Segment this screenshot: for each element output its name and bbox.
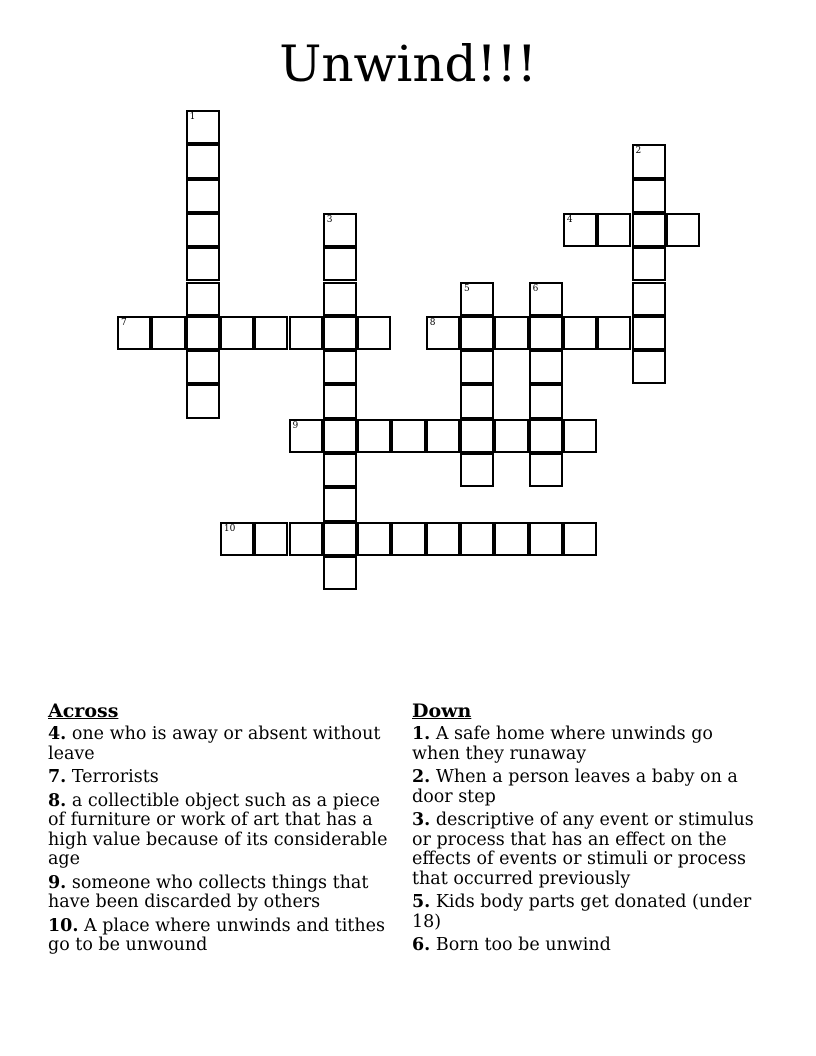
grid-cell[interactable] — [529, 522, 563, 556]
clue-down-5 — [412, 893, 754, 932]
clue-down-3 — [412, 811, 754, 889]
grid-cell[interactable] — [391, 522, 425, 556]
clue-number: 3. — [412, 810, 431, 830]
clue-text: Kids body parts get donated (under 18) — [412, 892, 752, 932]
grid-cell[interactable] — [632, 213, 666, 247]
cell-number: 8 — [429, 317, 436, 328]
clue-text: a collectible object such as a piece of furniture or work of art that has a high value because of its considerable age — [48, 790, 388, 869]
clue-text: Born too be unwind — [435, 935, 611, 955]
across-heading: Across — [48, 700, 119, 722]
grid-cell[interactable] — [323, 487, 357, 521]
clue-down-1 — [412, 725, 754, 764]
clue-text: Terrorists — [71, 767, 159, 787]
cell-number: 6 — [532, 283, 539, 294]
grid-cell[interactable] — [563, 419, 597, 453]
clue-text: one who is away or absent without leave — [48, 724, 381, 764]
grid-cell[interactable] — [186, 384, 220, 418]
clue-number: 1. — [412, 724, 431, 744]
grid-cell[interactable] — [323, 556, 357, 590]
grid-cell[interactable] — [391, 419, 425, 453]
grid-cell[interactable] — [186, 179, 220, 213]
grid-cell[interactable] — [186, 110, 220, 144]
grid-cell[interactable] — [460, 419, 494, 453]
grid-cell[interactable] — [426, 419, 460, 453]
clue-across-10 — [48, 917, 390, 956]
grid-cell[interactable] — [494, 522, 528, 556]
grid-cell[interactable] — [529, 316, 563, 350]
grid-cell[interactable] — [632, 247, 666, 281]
grid-cell[interactable] — [186, 316, 220, 350]
puzzle-title: Unwind!!! — [279, 35, 537, 93]
grid-cell[interactable] — [529, 384, 563, 418]
cell-number: 7 — [121, 317, 127, 328]
grid-cell[interactable] — [186, 350, 220, 384]
cell-number: 10 — [223, 523, 236, 534]
grid-cell[interactable] — [323, 282, 357, 316]
clue-down-6 — [412, 936, 754, 956]
grid-cell[interactable] — [323, 213, 357, 247]
grid-cell[interactable] — [426, 316, 460, 350]
clue-number: 6. — [412, 935, 431, 955]
grid-cell[interactable] — [289, 419, 323, 453]
clue-text: When a person leaves a baby on a door step — [412, 767, 738, 807]
grid-cell[interactable] — [666, 213, 700, 247]
cell-number: 9 — [292, 420, 299, 431]
grid-cell[interactable] — [563, 522, 597, 556]
clue-number: 9. — [48, 872, 67, 893]
clue-across-9 — [48, 874, 390, 913]
grid-cell[interactable] — [220, 316, 254, 350]
clue-across-8 — [48, 792, 390, 870]
clue-across-7 — [48, 768, 390, 788]
grid-cell[interactable] — [186, 282, 220, 316]
grid-cell[interactable] — [597, 316, 631, 350]
grid-cell[interactable] — [254, 316, 288, 350]
grid-cell[interactable] — [289, 316, 323, 350]
grid-cell[interactable] — [529, 282, 563, 316]
clue-number: 2. — [412, 767, 431, 787]
grid-cell[interactable] — [323, 419, 357, 453]
grid-cell[interactable] — [323, 247, 357, 281]
grid-cell[interactable] — [220, 522, 254, 556]
clue-text: A place where unwinds and tithes go to be unwound — [48, 915, 385, 955]
grid-cell[interactable] — [529, 453, 563, 487]
grid-cell[interactable] — [460, 282, 494, 316]
grid-cell[interactable] — [460, 316, 494, 350]
grid-cell[interactable] — [529, 419, 563, 453]
clue-across-4 — [48, 725, 390, 764]
grid-cell[interactable] — [632, 179, 666, 213]
clue-number: 5. — [412, 892, 431, 912]
grid-cell[interactable] — [494, 316, 528, 350]
grid-cell[interactable] — [460, 522, 494, 556]
down-heading: Down — [412, 700, 472, 722]
grid-cell[interactable] — [597, 213, 631, 247]
grid-cell[interactable] — [254, 522, 288, 556]
grid-cell[interactable] — [117, 316, 151, 350]
clue-number: 7. — [48, 767, 67, 787]
grid-cell[interactable] — [357, 316, 391, 350]
grid-cell[interactable] — [323, 522, 357, 556]
grid-cell[interactable] — [632, 316, 666, 350]
grid-cell[interactable] — [426, 522, 460, 556]
cell-number: 3 — [326, 214, 333, 225]
grid-cell[interactable] — [323, 316, 357, 350]
grid-cell[interactable] — [563, 316, 597, 350]
grid-cell[interactable] — [460, 384, 494, 418]
grid-cell[interactable] — [632, 144, 666, 178]
grid-cell[interactable] — [357, 522, 391, 556]
grid-cell[interactable] — [186, 144, 220, 178]
clue-text: A safe home where unwinds go when they runaway — [412, 724, 713, 764]
grid-cell[interactable] — [151, 316, 185, 350]
grid-cell[interactable] — [323, 384, 357, 418]
clue-number: 4. — [48, 724, 67, 744]
down-clues — [412, 700, 754, 960]
grid-cell[interactable] — [357, 419, 391, 453]
cell-number: 5 — [464, 283, 470, 294]
clue-down-2 — [412, 768, 754, 807]
clue-number: 10. — [48, 915, 79, 936]
grid-cell[interactable] — [186, 213, 220, 247]
cell-number: 4 — [566, 214, 573, 225]
clue-text: descriptive of any event or stimulus or process that has an effect on the effects of events or stimuli or process that occurred previously — [412, 810, 754, 889]
grid-cell[interactable] — [289, 522, 323, 556]
clue-text: someone who collects things that have been discarded by others — [48, 872, 369, 912]
grid-cell[interactable] — [529, 350, 563, 384]
grid-cell[interactable] — [323, 453, 357, 487]
grid-cell[interactable] — [632, 282, 666, 316]
grid-cell[interactable] — [494, 419, 528, 453]
grid-cell[interactable] — [186, 247, 220, 281]
grid-cell[interactable] — [460, 453, 494, 487]
grid-cell[interactable] — [323, 350, 357, 384]
grid-cell[interactable] — [563, 213, 597, 247]
grid-cell[interactable] — [632, 350, 666, 384]
cell-number: 2 — [635, 146, 642, 157]
grid-cell[interactable] — [460, 350, 494, 384]
clue-number: 8. — [48, 790, 67, 811]
cell-number: 1 — [189, 112, 196, 122]
across-clues — [48, 700, 390, 960]
